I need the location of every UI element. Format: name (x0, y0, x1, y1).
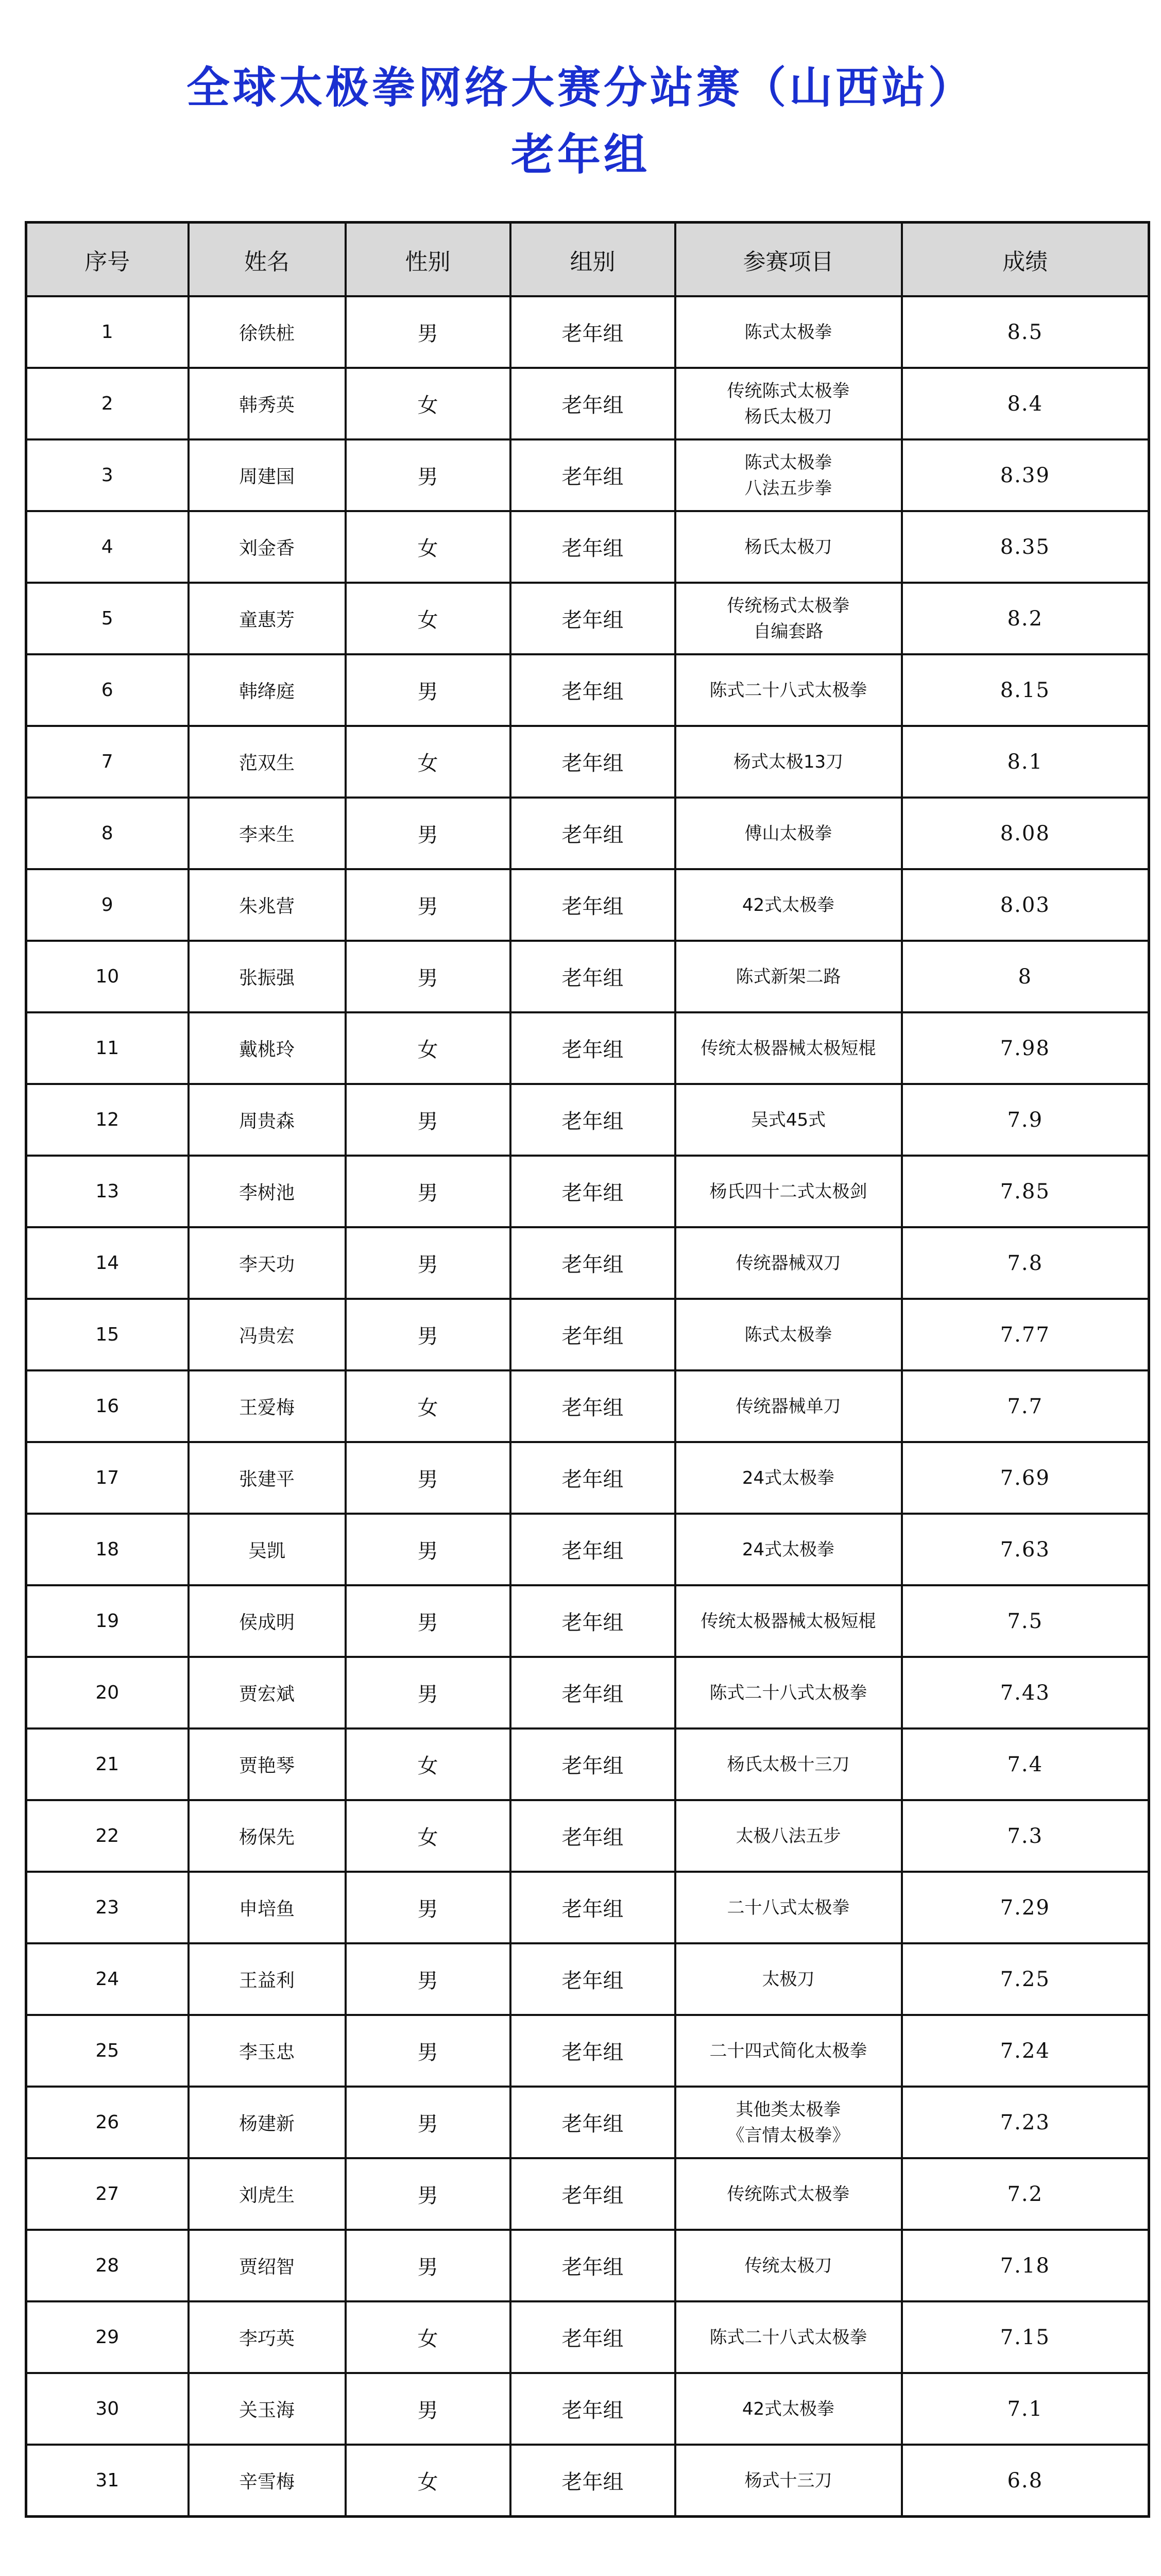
table-row (26, 1227, 1149, 1299)
cell-name: 戴桃玲 (189, 1012, 346, 1084)
cell-score: 7.2 (902, 2158, 1149, 2230)
cell-event (675, 1943, 902, 2015)
event-line: 24式太极拳 (742, 1467, 835, 1488)
event-line: 杨氏四十二式太极剑 (709, 1181, 867, 1202)
cell-event (675, 1728, 902, 1800)
cell-group: 老年组 (510, 2158, 675, 2230)
cell-no: 10 (26, 941, 189, 1012)
cell-event (675, 1514, 902, 1585)
table-row (26, 2230, 1149, 2301)
cell-group: 老年组 (510, 2301, 675, 2373)
cell-score: 7.24 (902, 2015, 1149, 2087)
table-row (26, 2301, 1149, 2373)
cell-group: 老年组 (510, 1657, 675, 1728)
cell-gender: 女 (346, 1728, 510, 1800)
cell-group: 老年组 (510, 2015, 675, 2087)
cell-event (675, 869, 902, 941)
event-line: 陈式二十八式太极拳 (709, 1682, 867, 1703)
cell-group: 老年组 (510, 726, 675, 798)
cell-no: 28 (26, 2230, 189, 2301)
cell-event (675, 2087, 902, 2158)
cell-name: 吴凯 (189, 1514, 346, 1585)
cell-group: 老年组 (510, 2230, 675, 2301)
cell-group: 老年组 (510, 2087, 675, 2158)
cell-name: 周贵森 (189, 1084, 346, 1156)
cell-name: 杨建新 (189, 2087, 346, 2158)
cell-name: 王益利 (189, 1943, 346, 2015)
table-row (26, 941, 1149, 1012)
cell-score: 8.35 (902, 511, 1149, 583)
cell-name: 刘金香 (189, 511, 346, 583)
cell-name: 冯贵宏 (189, 1299, 346, 1370)
cell-score: 8.03 (902, 869, 1149, 941)
cell-gender: 女 (346, 511, 510, 583)
cell-gender: 男 (346, 296, 510, 368)
table-row (26, 296, 1149, 368)
cell-score: 8.1 (902, 726, 1149, 798)
cell-gender: 男 (346, 654, 510, 726)
cell-event (675, 1156, 902, 1227)
table-row (26, 654, 1149, 726)
cell-gender: 男 (346, 1227, 510, 1299)
cell-score: 7.23 (902, 2087, 1149, 2158)
table-row (26, 2445, 1149, 2517)
cell-group: 老年组 (510, 511, 675, 583)
table-row (26, 2373, 1149, 2445)
event-line: 陈式太极拳 (744, 1324, 832, 1345)
cell-group: 老年组 (510, 1084, 675, 1156)
cell-name: 韩绛庭 (189, 654, 346, 726)
event-line: 传统器械单刀 (736, 1396, 841, 1417)
event-line: 24式太极拳 (742, 1539, 835, 1560)
table-row (26, 869, 1149, 941)
cell-gender: 男 (346, 1872, 510, 1943)
cell-name: 杨保先 (189, 1800, 346, 1872)
cell-event (675, 2158, 902, 2230)
event-line: 传统太极器械太极短棍 (701, 1038, 876, 1059)
event-line: 陈式二十八式太极拳 (709, 2327, 867, 2348)
cell-name: 关玉海 (189, 2373, 346, 2445)
cell-event (675, 2373, 902, 2445)
cell-name: 辛雪梅 (189, 2445, 346, 2517)
cell-score: 8.39 (902, 439, 1149, 511)
cell-gender: 男 (346, 1657, 510, 1728)
cell-group: 老年组 (510, 1872, 675, 1943)
cell-group: 老年组 (510, 1156, 675, 1227)
cell-gender: 男 (346, 798, 510, 869)
cell-event (675, 798, 902, 869)
cell-event (675, 1800, 902, 1872)
cell-no: 20 (26, 1657, 189, 1728)
cell-event (675, 296, 902, 368)
event-line: 太极八法五步 (736, 1825, 841, 1846)
cell-score: 7.43 (902, 1657, 1149, 1728)
cell-score: 7.4 (902, 1728, 1149, 1800)
cell-no: 9 (26, 869, 189, 941)
cell-gender: 男 (346, 1299, 510, 1370)
cell-no: 8 (26, 798, 189, 869)
cell-group: 老年组 (510, 1370, 675, 1442)
cell-group: 老年组 (510, 1800, 675, 1872)
event-line: 传统陈式太极拳 (727, 2183, 850, 2205)
cell-score: 7.7 (902, 1370, 1149, 1442)
cell-no: 14 (26, 1227, 189, 1299)
cell-score: 7.18 (902, 2230, 1149, 2301)
cell-score: 7.8 (902, 1227, 1149, 1299)
cell-gender: 男 (346, 941, 510, 1012)
table-row (26, 798, 1149, 869)
event-line: 太极刀 (762, 1969, 815, 1990)
cell-gender: 女 (346, 726, 510, 798)
cell-no: 3 (26, 439, 189, 511)
cell-score: 7.15 (902, 2301, 1149, 2373)
cell-name: 王爱梅 (189, 1370, 346, 1442)
cell-group: 老年组 (510, 1227, 675, 1299)
cell-group: 老年组 (510, 368, 675, 439)
cell-no: 27 (26, 2158, 189, 2230)
table-row (26, 1514, 1149, 1585)
table-row (26, 1585, 1149, 1657)
cell-name: 申培鱼 (189, 1872, 346, 1943)
cell-name: 童惠芳 (189, 583, 346, 654)
cell-name: 徐铁桩 (189, 296, 346, 368)
cell-gender: 男 (346, 1442, 510, 1514)
event-line: 传统太极器械太极短棍 (701, 1611, 876, 1632)
table-row (26, 1084, 1149, 1156)
cell-event (675, 2015, 902, 2087)
event-line: 传统器械双刀 (736, 1252, 841, 1274)
event-line: 《言情太极拳》 (727, 2125, 850, 2146)
cell-gender: 男 (346, 2087, 510, 2158)
cell-name: 张振强 (189, 941, 346, 1012)
cell-group: 老年组 (510, 1442, 675, 1514)
table-row (26, 368, 1149, 439)
cell-name: 李树池 (189, 1156, 346, 1227)
cell-event (675, 1299, 902, 1370)
cell-group: 老年组 (510, 1728, 675, 1800)
cell-score: 8.15 (902, 654, 1149, 726)
cell-event (675, 1227, 902, 1299)
cell-score: 7.1 (902, 2373, 1149, 2445)
event-line: 陈式二十八式太极拳 (709, 680, 867, 701)
table-row (26, 1657, 1149, 1728)
cell-event (675, 1084, 902, 1156)
cell-group: 老年组 (510, 2373, 675, 2445)
header-event: 参赛项目 (675, 223, 902, 297)
cell-gender: 男 (346, 2373, 510, 2445)
cell-no: 22 (26, 1800, 189, 1872)
cell-score: 7.5 (902, 1585, 1149, 1657)
event-line: 二十八式太极拳 (727, 1897, 850, 1918)
cell-no: 12 (26, 1084, 189, 1156)
table-row (26, 1299, 1149, 1370)
table-row (26, 1156, 1149, 1227)
cell-gender: 女 (346, 368, 510, 439)
header-no: 序号 (26, 223, 189, 297)
cell-event (675, 726, 902, 798)
table-row (26, 583, 1149, 654)
cell-no: 23 (26, 1872, 189, 1943)
table-row (26, 1800, 1149, 1872)
cell-score: 7.9 (902, 1084, 1149, 1156)
cell-name: 周建国 (189, 439, 346, 511)
cell-group: 老年组 (510, 941, 675, 1012)
table-row (26, 1872, 1149, 1943)
table-row (26, 2087, 1149, 2158)
cell-name: 侯成明 (189, 1585, 346, 1657)
cell-event (675, 1585, 902, 1657)
cell-no: 15 (26, 1299, 189, 1370)
event-line: 杨氏太极刀 (744, 536, 832, 557)
cell-no: 11 (26, 1012, 189, 1084)
cell-gender: 女 (346, 583, 510, 654)
cell-group: 老年组 (510, 654, 675, 726)
event-line: 陈式新架二路 (736, 966, 841, 987)
event-line: 传统太极刀 (744, 2255, 832, 2276)
cell-event (675, 2301, 902, 2373)
cell-event (675, 368, 902, 439)
table-row (26, 439, 1149, 511)
cell-group: 老年组 (510, 439, 675, 511)
cell-score: 7.3 (902, 1800, 1149, 1872)
cell-group: 老年组 (510, 1514, 675, 1585)
cell-event (675, 941, 902, 1012)
cell-no: 19 (26, 1585, 189, 1657)
results-table (25, 221, 1150, 2518)
event-line: 吴式45式 (750, 1109, 826, 1130)
event-line: 自编套路 (753, 621, 824, 642)
cell-group: 老年组 (510, 2445, 675, 2517)
cell-event (675, 439, 902, 511)
cell-score: 8 (902, 941, 1149, 1012)
cell-gender: 女 (346, 1370, 510, 1442)
results-body (26, 296, 1149, 2517)
cell-score: 7.63 (902, 1514, 1149, 1585)
cell-event (675, 2230, 902, 2301)
cell-gender: 男 (346, 2015, 510, 2087)
cell-gender: 女 (346, 1012, 510, 1084)
cell-group: 老年组 (510, 798, 675, 869)
cell-group: 老年组 (510, 1012, 675, 1084)
cell-score: 7.29 (902, 1872, 1149, 1943)
cell-score: 6.8 (902, 2445, 1149, 2517)
cell-no: 5 (26, 583, 189, 654)
cell-no: 13 (26, 1156, 189, 1227)
cell-group: 老年组 (510, 1299, 675, 1370)
cell-no: 2 (26, 368, 189, 439)
table-row (26, 511, 1149, 583)
cell-score: 7.77 (902, 1299, 1149, 1370)
page-subtitle: 老年组 (510, 129, 650, 180)
cell-no: 24 (26, 1943, 189, 2015)
cell-name: 贾绍智 (189, 2230, 346, 2301)
cell-gender: 男 (346, 1156, 510, 1227)
cell-no: 29 (26, 2301, 189, 2373)
cell-gender: 男 (346, 1943, 510, 2015)
cell-score: 8.2 (902, 583, 1149, 654)
table-row (26, 1370, 1149, 1442)
table-row (26, 2158, 1149, 2230)
event-line: 42式太极拳 (742, 2398, 835, 2419)
event-line: 杨氏太极刀 (744, 406, 832, 427)
event-line: 陈式太极拳 (744, 321, 832, 343)
cell-group: 老年组 (510, 1585, 675, 1657)
event-line: 二十四式简化太极拳 (709, 2040, 867, 2061)
event-line: 传统杨式太极拳 (727, 595, 850, 616)
table-row (26, 726, 1149, 798)
cell-gender: 男 (346, 2230, 510, 2301)
cell-gender: 男 (346, 1585, 510, 1657)
event-line: 42式太极拳 (742, 894, 835, 916)
event-line: 杨氏太极十三刀 (727, 1754, 850, 1775)
table-header-row (26, 223, 1149, 297)
cell-name: 刘虎生 (189, 2158, 346, 2230)
event-line: 其他类太极拳 (736, 2099, 841, 2120)
table-row (26, 1012, 1149, 1084)
cell-no: 30 (26, 2373, 189, 2445)
event-line: 杨式太极13刀 (733, 751, 844, 772)
cell-no: 26 (26, 2087, 189, 2158)
cell-score: 8.4 (902, 368, 1149, 439)
cell-name: 韩秀英 (189, 368, 346, 439)
cell-name: 贾艳琴 (189, 1728, 346, 1800)
table-row (26, 2015, 1149, 2087)
table-row (26, 1442, 1149, 1514)
cell-event (675, 511, 902, 583)
cell-no: 1 (26, 296, 189, 368)
event-line: 陈式太极拳 (744, 452, 832, 473)
cell-gender: 男 (346, 1514, 510, 1585)
cell-event (675, 1370, 902, 1442)
cell-name: 李天功 (189, 1227, 346, 1299)
cell-no: 16 (26, 1370, 189, 1442)
cell-score: 7.85 (902, 1156, 1149, 1227)
cell-no: 25 (26, 2015, 189, 2087)
event-line: 传统陈式太极拳 (727, 380, 850, 401)
header-group: 组别 (510, 223, 675, 297)
cell-gender: 女 (346, 2301, 510, 2373)
page-title: 全球太极拳网络大赛分站赛（山西站） (186, 62, 975, 113)
header-name: 姓名 (189, 223, 346, 297)
cell-no: 6 (26, 654, 189, 726)
cell-no: 7 (26, 726, 189, 798)
cell-gender: 男 (346, 2158, 510, 2230)
cell-no: 4 (26, 511, 189, 583)
cell-name: 贾宏斌 (189, 1657, 346, 1728)
cell-no: 18 (26, 1514, 189, 1585)
cell-group: 老年组 (510, 296, 675, 368)
event-line: 杨式十三刀 (744, 2470, 832, 2491)
cell-event (675, 583, 902, 654)
cell-event (675, 1872, 902, 1943)
cell-no: 17 (26, 1442, 189, 1514)
table-row (26, 1728, 1149, 1800)
cell-score: 7.98 (902, 1012, 1149, 1084)
cell-event (675, 1657, 902, 1728)
cell-group: 老年组 (510, 1943, 675, 2015)
cell-gender: 女 (346, 1800, 510, 1872)
cell-event (675, 1442, 902, 1514)
cell-no: 21 (26, 1728, 189, 1800)
cell-score: 8.08 (902, 798, 1149, 869)
cell-name: 张建平 (189, 1442, 346, 1514)
cell-score: 7.69 (902, 1442, 1149, 1514)
cell-event (675, 2445, 902, 2517)
cell-name: 范双生 (189, 726, 346, 798)
cell-no: 31 (26, 2445, 189, 2517)
table-row (26, 1943, 1149, 2015)
cell-event (675, 654, 902, 726)
cell-event (675, 1012, 902, 1084)
cell-name: 李来生 (189, 798, 346, 869)
header-gender: 性别 (346, 223, 510, 297)
header-score: 成绩 (902, 223, 1149, 297)
cell-name: 李玉忠 (189, 2015, 346, 2087)
cell-gender: 男 (346, 1084, 510, 1156)
cell-gender: 男 (346, 439, 510, 511)
event-line: 傅山太极拳 (744, 823, 832, 844)
cell-score: 7.25 (902, 1943, 1149, 2015)
event-line: 八法五步拳 (744, 478, 832, 499)
cell-gender: 男 (346, 869, 510, 941)
cell-name: 李巧英 (189, 2301, 346, 2373)
cell-group: 老年组 (510, 583, 675, 654)
cell-gender: 女 (346, 2445, 510, 2517)
cell-score: 8.5 (902, 296, 1149, 368)
cell-group: 老年组 (510, 869, 675, 941)
cell-name: 朱兆营 (189, 869, 346, 941)
